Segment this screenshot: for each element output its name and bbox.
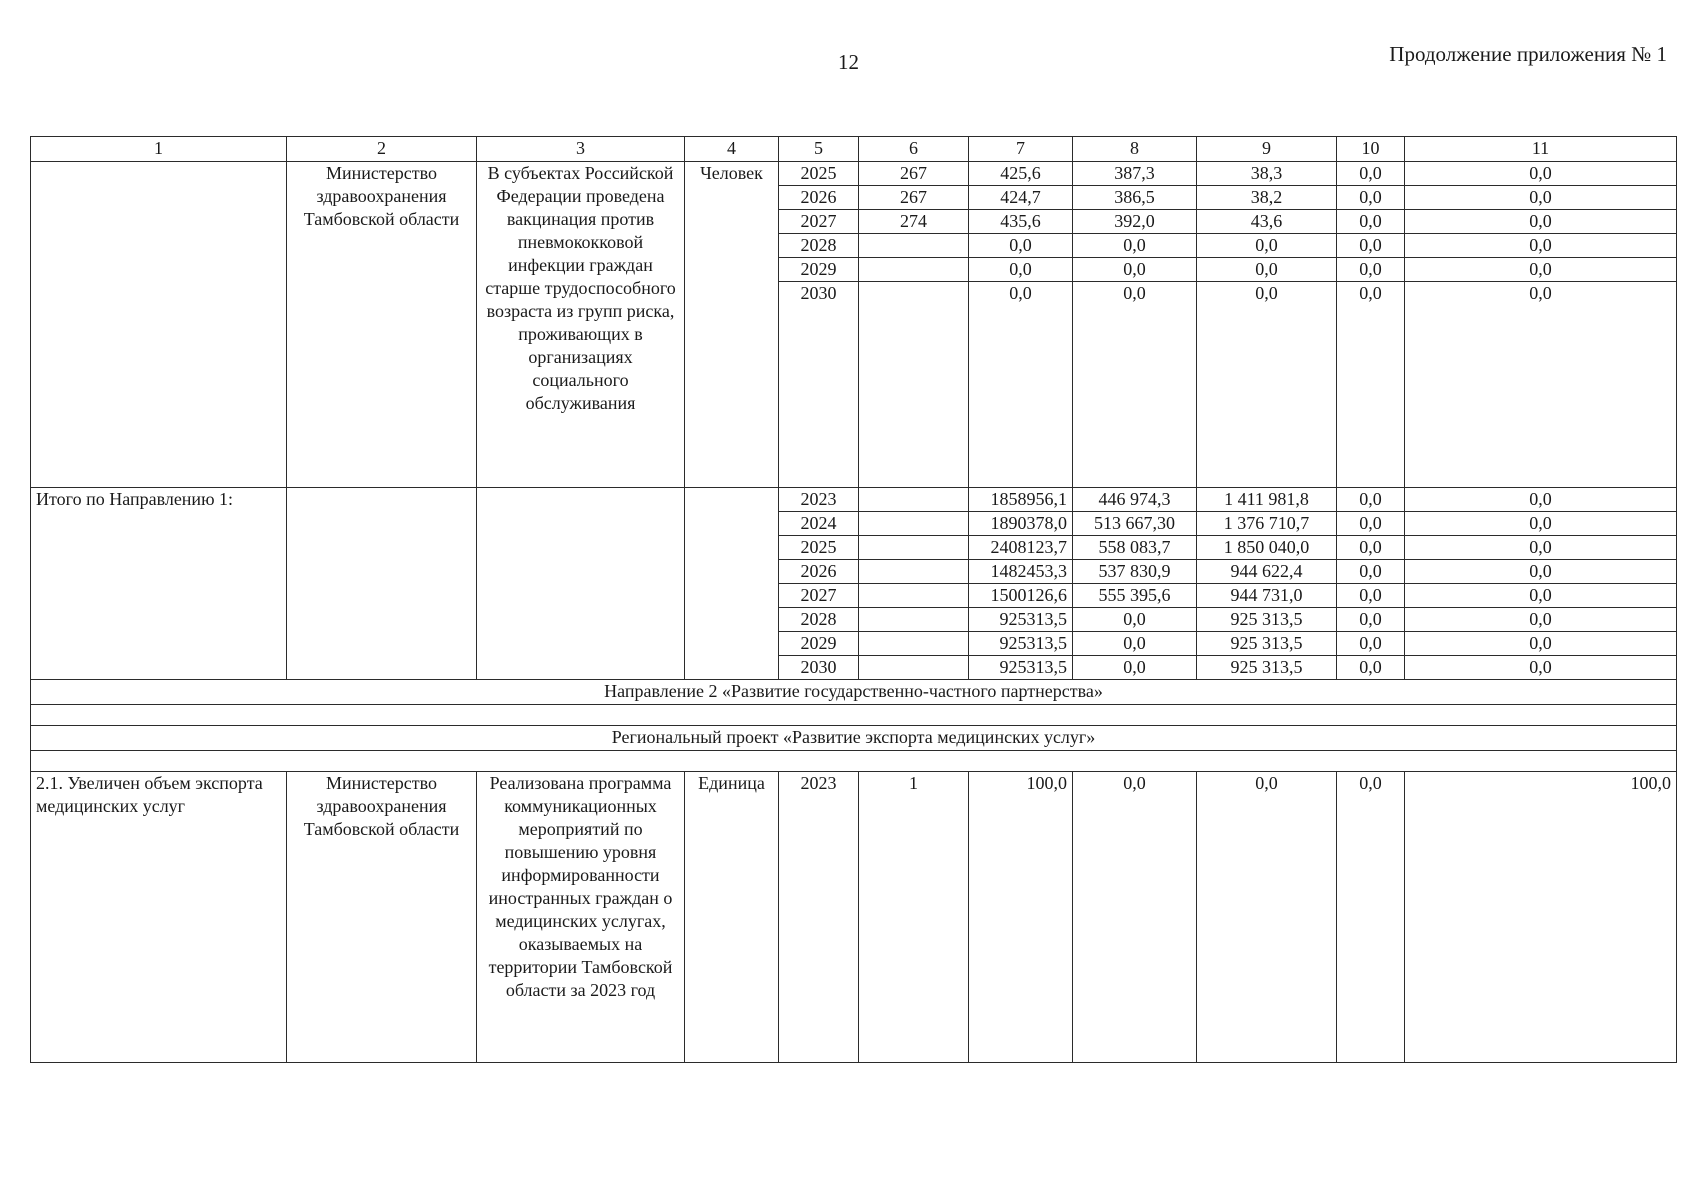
total-cell: 1890378,0	[969, 512, 1073, 536]
federal-cell: 537 830,9	[1073, 560, 1197, 584]
year-cell: 2026	[779, 186, 859, 210]
column-number: 11	[1405, 137, 1677, 162]
year-cell: 2030	[779, 656, 859, 680]
federal-cell: 0,0	[1073, 772, 1197, 1063]
column-number: 8	[1073, 137, 1197, 162]
indicator-cell: 267	[859, 186, 969, 210]
local-cell: 0,0	[1337, 656, 1405, 680]
local-cell: 0,0	[1337, 488, 1405, 512]
column-number: 5	[779, 137, 859, 162]
column-number: 2	[287, 137, 477, 162]
empty-row	[31, 751, 1677, 772]
indicator-cell	[859, 632, 969, 656]
total-cell: 925313,5	[969, 608, 1073, 632]
federal-cell: 513 667,30	[1073, 512, 1197, 536]
unit-cell: Единица	[685, 772, 779, 1063]
unit-cell: Человек	[685, 162, 779, 488]
indicator-cell	[859, 512, 969, 536]
regional-cell: 43,6	[1197, 210, 1337, 234]
federal-cell: 555 395,6	[1073, 584, 1197, 608]
column-number: 3	[477, 137, 685, 162]
section-heading-row	[31, 726, 1677, 751]
page-number: 12	[838, 50, 859, 74]
regional-cell: 1 411 981,8	[1197, 488, 1337, 512]
spacer-row	[31, 705, 1677, 726]
federal-cell: 387,3	[1073, 162, 1197, 186]
local-cell: 0,0	[1337, 584, 1405, 608]
regional-cell: 1 850 040,0	[1197, 536, 1337, 560]
total-cell: 0,0	[969, 234, 1073, 258]
local-cell: 0,0	[1337, 536, 1405, 560]
regional-cell: 1 376 710,7	[1197, 512, 1337, 536]
year-cell: 2029	[779, 632, 859, 656]
indicator-cell	[859, 258, 969, 282]
other-cell: 0,0	[1405, 536, 1677, 560]
total-cell: 1500126,6	[969, 584, 1073, 608]
indicator-cell	[859, 282, 969, 488]
other-cell: 0,0	[1405, 560, 1677, 584]
year-cell: 2024	[779, 512, 859, 536]
program-table	[30, 136, 1677, 1063]
appendix-continuation-label: Продолжение приложения № 1	[1389, 42, 1667, 66]
task-cell	[31, 162, 287, 488]
year-cell: 2027	[779, 584, 859, 608]
local-cell: 0,0	[1337, 162, 1405, 186]
column-number: 10	[1337, 137, 1405, 162]
indicator-cell: 1	[859, 772, 969, 1063]
federal-cell: 446 974,3	[1073, 488, 1197, 512]
year-cell: 2025	[779, 536, 859, 560]
total-row	[31, 488, 1677, 512]
other-cell: 0,0	[1405, 656, 1677, 680]
federal-cell: 386,5	[1073, 186, 1197, 210]
regional-cell: 38,2	[1197, 186, 1337, 210]
federal-cell: 0,0	[1073, 258, 1197, 282]
task-cell: 2.1. Увеличен объем экспорта медицинских услуг	[31, 772, 287, 1063]
regional-cell: 944 731,0	[1197, 584, 1337, 608]
total-cell: 1858956,1	[969, 488, 1073, 512]
total-cell: 0,0	[969, 282, 1073, 488]
other-cell: 0,0	[1405, 632, 1677, 656]
regional-cell: 0,0	[1197, 258, 1337, 282]
federal-cell: 0,0	[1073, 608, 1197, 632]
regional-cell: 38,3	[1197, 162, 1337, 186]
empty-cell	[685, 488, 779, 680]
indicator-cell	[859, 536, 969, 560]
year-cell: 2028	[779, 234, 859, 258]
column-number: 4	[685, 137, 779, 162]
spacer-row	[31, 751, 1677, 772]
local-cell: 0,0	[1337, 772, 1405, 1063]
empty-row	[31, 705, 1677, 726]
federal-cell: 0,0	[1073, 656, 1197, 680]
other-cell: 0,0	[1405, 282, 1677, 488]
indicator-cell	[859, 560, 969, 584]
column-number: 6	[859, 137, 969, 162]
total-cell: 925313,5	[969, 656, 1073, 680]
other-cell: 100,0	[1405, 772, 1677, 1063]
federal-cell: 558 083,7	[1073, 536, 1197, 560]
indicator-cell	[859, 488, 969, 512]
regional-cell: 0,0	[1197, 772, 1337, 1063]
other-cell: 0,0	[1405, 608, 1677, 632]
total-cell: 2408123,7	[969, 536, 1073, 560]
year-cell: 2026	[779, 560, 859, 584]
total-cell: 424,7	[969, 186, 1073, 210]
indicator-cell	[859, 656, 969, 680]
year-cell: 2027	[779, 210, 859, 234]
other-cell: 0,0	[1405, 186, 1677, 210]
local-cell: 0,0	[1337, 632, 1405, 656]
total-cell: 1482453,3	[969, 560, 1073, 584]
total-cell: 0,0	[969, 258, 1073, 282]
result-cell: В субъектах Российской Федерации проведена вакцинация против пневмококковой инфекции граждан старше трудоспособного возраста из групп риска, проживающих в организациях социального обслуживания	[477, 162, 685, 488]
year-cell: 2030	[779, 282, 859, 488]
executor-cell: Министерство здравоохранения Тамбовской области	[287, 772, 477, 1063]
executor-cell: Министерство здравоохранения Тамбовской области	[287, 162, 477, 488]
column-number-row	[31, 137, 1677, 162]
local-cell: 0,0	[1337, 608, 1405, 632]
result-cell: Реализована программа коммуникационных мероприятий по повышению уровня информированности иностранных граждан о медицинских услугах, оказываемых на территории Тамбовской области за 2023 год	[477, 772, 685, 1063]
regional-cell: 0,0	[1197, 234, 1337, 258]
local-cell: 0,0	[1337, 234, 1405, 258]
table-row	[31, 162, 1677, 186]
empty-cell	[477, 488, 685, 680]
regional-cell: 925 313,5	[1197, 608, 1337, 632]
table-row	[31, 772, 1677, 1063]
local-cell: 0,0	[1337, 560, 1405, 584]
total-cell: 925313,5	[969, 632, 1073, 656]
regional-cell: 925 313,5	[1197, 632, 1337, 656]
other-cell: 0,0	[1405, 584, 1677, 608]
total-cell: 435,6	[969, 210, 1073, 234]
total-label: Итого по Направлению 1:	[31, 488, 287, 680]
year-cell: 2028	[779, 608, 859, 632]
other-cell: 0,0	[1405, 512, 1677, 536]
other-cell: 0,0	[1405, 162, 1677, 186]
year-cell: 2025	[779, 162, 859, 186]
year-cell: 2023	[779, 488, 859, 512]
local-cell: 0,0	[1337, 282, 1405, 488]
total-cell: 100,0	[969, 772, 1073, 1063]
column-number: 9	[1197, 137, 1337, 162]
other-cell: 0,0	[1405, 234, 1677, 258]
other-cell: 0,0	[1405, 488, 1677, 512]
indicator-cell	[859, 234, 969, 258]
indicator-cell: 274	[859, 210, 969, 234]
federal-cell: 0,0	[1073, 282, 1197, 488]
indicator-cell	[859, 608, 969, 632]
federal-cell: 0,0	[1073, 632, 1197, 656]
regional-cell: 925 313,5	[1197, 656, 1337, 680]
column-number: 7	[969, 137, 1073, 162]
local-cell: 0,0	[1337, 512, 1405, 536]
other-cell: 0,0	[1405, 258, 1677, 282]
indicator-cell	[859, 584, 969, 608]
federal-cell: 0,0	[1073, 234, 1197, 258]
direction-heading: Направление 2 «Развитие государственно-частного партнерства»	[31, 680, 1677, 705]
regional-cell: 0,0	[1197, 282, 1337, 488]
regional-project-heading: Региональный проект «Развитие экспорта медицинских услуг»	[31, 726, 1677, 751]
section-heading-row	[31, 680, 1677, 705]
local-cell: 0,0	[1337, 210, 1405, 234]
regional-cell: 944 622,4	[1197, 560, 1337, 584]
year-cell: 2029	[779, 258, 859, 282]
year-cell: 2023	[779, 772, 859, 1063]
total-cell: 425,6	[969, 162, 1073, 186]
local-cell: 0,0	[1337, 258, 1405, 282]
empty-cell	[287, 488, 477, 680]
federal-cell: 392,0	[1073, 210, 1197, 234]
indicator-cell: 267	[859, 162, 969, 186]
column-number: 1	[31, 137, 287, 162]
local-cell: 0,0	[1337, 186, 1405, 210]
other-cell: 0,0	[1405, 210, 1677, 234]
